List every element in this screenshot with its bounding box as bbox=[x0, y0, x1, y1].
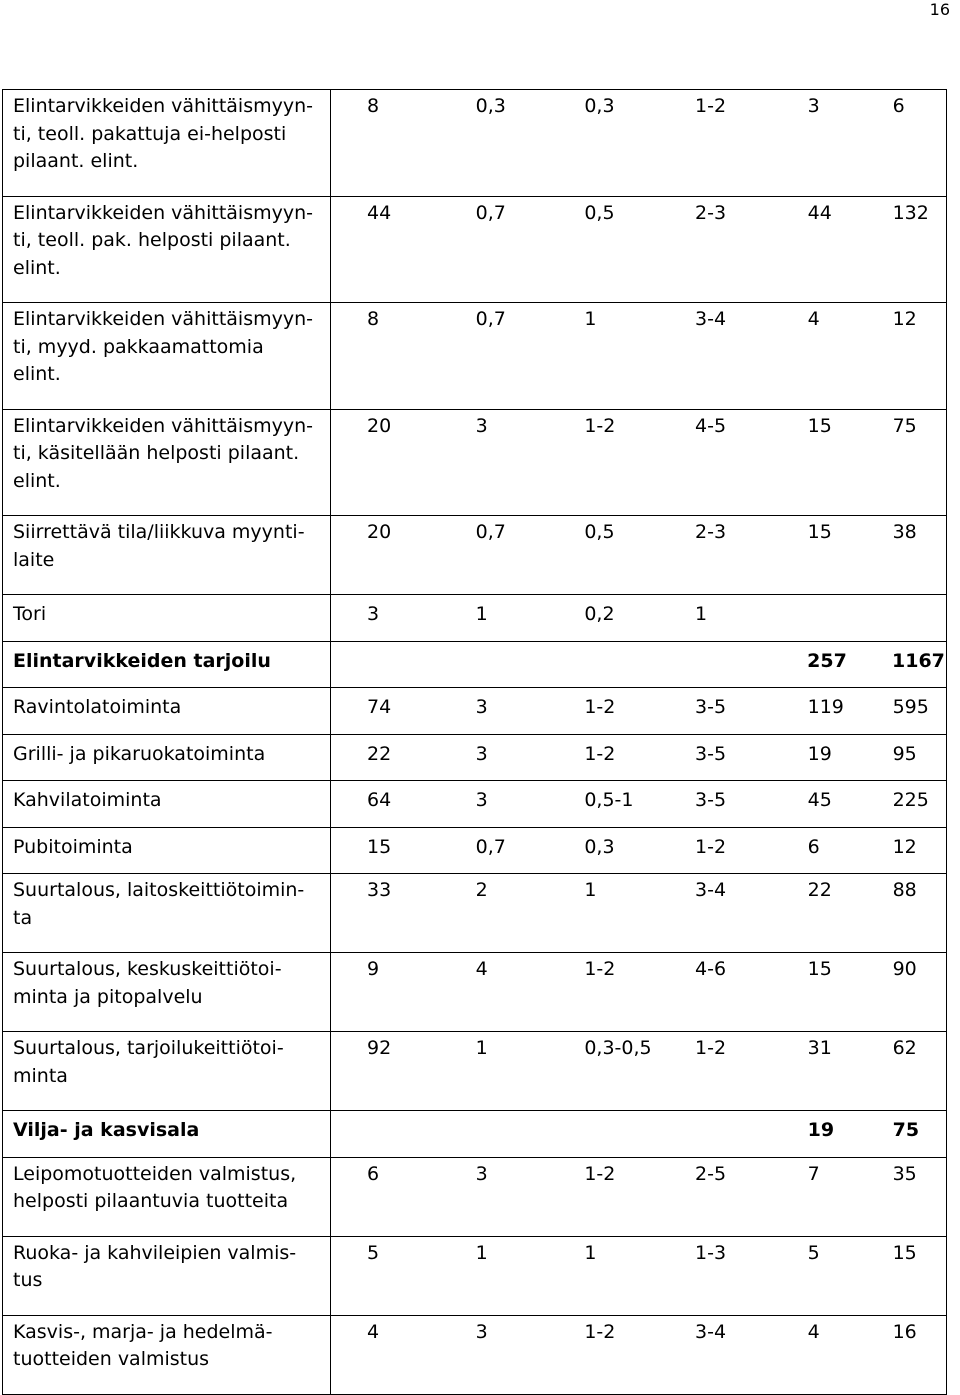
value-4: 3-4 bbox=[695, 1320, 727, 1343]
value-6: 38 bbox=[892, 521, 917, 543]
row-label-cell: Elintarvikkeiden vähittäismyyn- ti, myyd. pakkaamattomia elint. bbox=[3, 303, 331, 410]
value-5: 257 bbox=[807, 649, 847, 672]
value-4: 3-5 bbox=[695, 696, 727, 718]
value-3: 1-2 bbox=[584, 742, 616, 765]
value-1: 64 bbox=[367, 789, 392, 811]
row-label-cell: Elintarvikkeiden vähittäismyyn- ti, teoll. pak. helposti pilaant. elint. bbox=[3, 196, 331, 303]
value-2 bbox=[476, 648, 585, 676]
value-1: 4 bbox=[367, 1320, 380, 1343]
value-2: 0,7 bbox=[475, 308, 506, 330]
value-6: 12 bbox=[892, 835, 917, 858]
value-3: 0,2 bbox=[584, 603, 615, 625]
value-5: 119 bbox=[807, 696, 844, 718]
row-label-cell: Tori bbox=[3, 595, 331, 642]
value-4 bbox=[695, 1117, 808, 1145]
value-2: 1 bbox=[475, 1037, 488, 1059]
value-2: 2 bbox=[475, 879, 488, 901]
value-1: 5 bbox=[367, 1241, 380, 1264]
value-3: 0,3-0,5 bbox=[584, 1037, 652, 1059]
value-5: 5 bbox=[807, 1241, 820, 1264]
value-6: 1167 bbox=[892, 649, 945, 672]
value-5: 19 bbox=[807, 742, 832, 765]
value-5: 15 bbox=[807, 414, 832, 437]
value-2: 0,7 bbox=[475, 201, 506, 224]
table-row bbox=[3, 90, 947, 197]
value-6: 95 bbox=[892, 742, 917, 765]
value-6: 75 bbox=[892, 414, 917, 437]
row-label-cell: Ravintolatoiminta bbox=[3, 688, 331, 735]
value-5 bbox=[808, 601, 893, 629]
row-label-cell: Grilli- ja pikaruokatoiminta bbox=[3, 734, 331, 781]
value-2: 3 bbox=[475, 1320, 488, 1343]
row-values-cell bbox=[331, 1032, 947, 1111]
row-values-cell bbox=[331, 409, 947, 516]
row-values-cell bbox=[331, 1111, 947, 1158]
row-label-cell: Elintarvikkeiden vähittäismyyn- ti, käsitellään helposti pilaant. elint. bbox=[3, 409, 331, 516]
value-6: 15 bbox=[892, 1241, 917, 1264]
value-5: 4 bbox=[807, 308, 820, 330]
row-values-cell bbox=[331, 1157, 947, 1236]
value-4: 2-3 bbox=[695, 201, 727, 224]
value-5: 7 bbox=[807, 1162, 820, 1185]
value-6: 595 bbox=[892, 696, 929, 718]
table-row bbox=[3, 827, 947, 874]
value-4: 4-6 bbox=[695, 958, 727, 980]
row-label-cell: Suurtalous, keskuskeittiötoi- minta ja pitopalvelu bbox=[3, 953, 331, 1032]
value-4: 1-2 bbox=[695, 835, 727, 858]
value-5: 31 bbox=[807, 1037, 832, 1059]
value-5: 22 bbox=[807, 879, 832, 901]
value-2: 1 bbox=[475, 1241, 488, 1264]
value-3: 1-2 bbox=[584, 1162, 616, 1185]
value-4: 3-4 bbox=[695, 879, 727, 901]
value-6: 88 bbox=[892, 879, 917, 901]
table-row bbox=[3, 196, 947, 303]
value-5: 45 bbox=[807, 789, 832, 811]
value-3: 1-2 bbox=[584, 958, 616, 980]
value-1: 20 bbox=[367, 414, 392, 437]
value-4: 1-2 bbox=[695, 1037, 727, 1059]
row-values-cell bbox=[331, 1315, 947, 1394]
table-row bbox=[3, 1236, 947, 1315]
table-row bbox=[3, 781, 947, 828]
value-3: 0,3 bbox=[584, 835, 615, 858]
value-5: 15 bbox=[807, 958, 832, 980]
table-row bbox=[3, 953, 947, 1032]
value-6: 75 bbox=[892, 1119, 920, 1141]
row-label-cell: Elintarvikkeiden vähittäismyyn- ti, teoll. pakattuja ei-helposti pilaant. elint. bbox=[3, 90, 331, 197]
value-3: 0,3 bbox=[584, 95, 615, 117]
value-1: 74 bbox=[367, 696, 392, 718]
row-values-cell bbox=[331, 734, 947, 781]
value-4: 3-5 bbox=[695, 789, 727, 811]
value-1: 92 bbox=[367, 1037, 392, 1059]
value-5: 3 bbox=[807, 95, 820, 117]
value-3: 0,5 bbox=[584, 521, 615, 543]
table-row bbox=[3, 595, 947, 642]
value-6: 12 bbox=[892, 308, 917, 330]
value-2: 3 bbox=[475, 742, 488, 765]
row-values-cell bbox=[331, 595, 947, 642]
row-values-cell bbox=[331, 827, 947, 874]
value-2: 3 bbox=[475, 1162, 488, 1185]
value-6: 132 bbox=[892, 201, 929, 224]
row-values-cell bbox=[331, 874, 947, 953]
value-2: 3 bbox=[475, 414, 488, 437]
row-label-cell: Ruoka- ja kahvileipien valmis- tus bbox=[3, 1236, 331, 1315]
table-row bbox=[3, 409, 947, 516]
value-4: 2-5 bbox=[695, 1162, 727, 1185]
row-label-cell: Elintarvikkeiden tarjoilu bbox=[3, 641, 331, 688]
value-3: 1 bbox=[584, 879, 597, 901]
value-4: 2-3 bbox=[695, 521, 727, 543]
value-2: 1 bbox=[475, 603, 488, 625]
value-5: 4 bbox=[807, 1320, 820, 1343]
row-label-cell: Kasvis-, marja- ja hedelmä- tuotteiden valmistus bbox=[3, 1315, 331, 1394]
value-1: 15 bbox=[367, 835, 392, 858]
value-4 bbox=[695, 648, 808, 676]
value-3 bbox=[584, 648, 695, 676]
value-3: 1 bbox=[584, 308, 597, 330]
value-3: 1-2 bbox=[584, 414, 616, 437]
value-3 bbox=[584, 1117, 695, 1145]
page-number: 16 bbox=[929, 0, 950, 19]
table-row bbox=[3, 734, 947, 781]
value-3: 1 bbox=[584, 1241, 597, 1264]
value-4: 3-5 bbox=[695, 742, 727, 765]
value-2: 0,7 bbox=[475, 521, 506, 543]
value-1: 6 bbox=[367, 1162, 380, 1185]
value-2: 0,7 bbox=[475, 835, 506, 858]
value-2: 0,3 bbox=[475, 95, 506, 117]
value-5: 6 bbox=[807, 835, 820, 858]
value-3: 1-2 bbox=[584, 696, 616, 718]
table-body bbox=[3, 90, 947, 1395]
value-6: 16 bbox=[892, 1320, 917, 1343]
value-1 bbox=[367, 1117, 476, 1145]
table-row bbox=[3, 516, 947, 595]
table-row bbox=[3, 1111, 947, 1158]
row-label-cell: Pubitoiminta bbox=[3, 827, 331, 874]
row-values-cell bbox=[331, 688, 947, 735]
value-6: 90 bbox=[892, 958, 917, 980]
row-label-cell: Kahvilatoiminta bbox=[3, 781, 331, 828]
data-table bbox=[2, 89, 947, 1395]
row-values-cell bbox=[331, 303, 947, 410]
value-3: 0,5 bbox=[584, 201, 615, 224]
value-1: 22 bbox=[367, 742, 392, 765]
value-1: 20 bbox=[367, 521, 392, 543]
value-1: 8 bbox=[367, 308, 380, 330]
value-5: 19 bbox=[807, 1119, 835, 1141]
value-3: 1-2 bbox=[584, 1320, 616, 1343]
value-5: 44 bbox=[807, 201, 832, 224]
row-label-cell: Suurtalous, laitoskeittiötoimin- ta bbox=[3, 874, 331, 953]
row-label-cell: Suurtalous, tarjoilukeittiötoi- minta bbox=[3, 1032, 331, 1111]
value-6: 62 bbox=[892, 1037, 917, 1059]
value-1: 9 bbox=[367, 958, 380, 980]
value-1: 33 bbox=[367, 879, 392, 901]
row-label-cell: Leipomotuotteiden valmistus, helposti pilaantuvia tuotteita bbox=[3, 1157, 331, 1236]
value-2 bbox=[476, 1117, 585, 1145]
value-6 bbox=[893, 601, 942, 629]
table-row bbox=[3, 874, 947, 953]
row-values-cell bbox=[331, 196, 947, 303]
value-3: 0,5-1 bbox=[584, 789, 634, 811]
value-6: 6 bbox=[892, 95, 905, 117]
value-4: 1-3 bbox=[695, 1241, 727, 1264]
value-4: 3-4 bbox=[695, 308, 727, 330]
value-6: 35 bbox=[892, 1162, 917, 1185]
table-row bbox=[3, 1032, 947, 1111]
value-2: 3 bbox=[475, 696, 488, 718]
row-values-cell bbox=[331, 516, 947, 595]
value-6: 225 bbox=[892, 789, 929, 811]
row-values-cell bbox=[331, 641, 947, 688]
row-values-cell bbox=[331, 1236, 947, 1315]
value-5: 15 bbox=[807, 521, 832, 543]
value-1: 8 bbox=[367, 95, 380, 117]
table-row bbox=[3, 1315, 947, 1394]
value-1: 44 bbox=[367, 201, 392, 224]
table-row bbox=[3, 641, 947, 688]
table-row bbox=[3, 1157, 947, 1236]
row-values-cell bbox=[331, 90, 947, 197]
value-1 bbox=[367, 648, 476, 676]
value-4: 4-5 bbox=[695, 414, 727, 437]
table-row bbox=[3, 303, 947, 410]
row-label-cell: Vilja- ja kasvisala bbox=[3, 1111, 331, 1158]
table-row bbox=[3, 688, 947, 735]
value-2: 3 bbox=[475, 789, 488, 811]
value-4: 1 bbox=[695, 603, 708, 625]
row-values-cell bbox=[331, 953, 947, 1032]
value-2: 4 bbox=[475, 958, 488, 980]
value-1: 3 bbox=[367, 603, 380, 625]
row-values-cell bbox=[331, 781, 947, 828]
value-4: 1-2 bbox=[695, 95, 727, 117]
row-label-cell: Siirrettävä tila/liikkuva myynti- laite bbox=[3, 516, 331, 595]
